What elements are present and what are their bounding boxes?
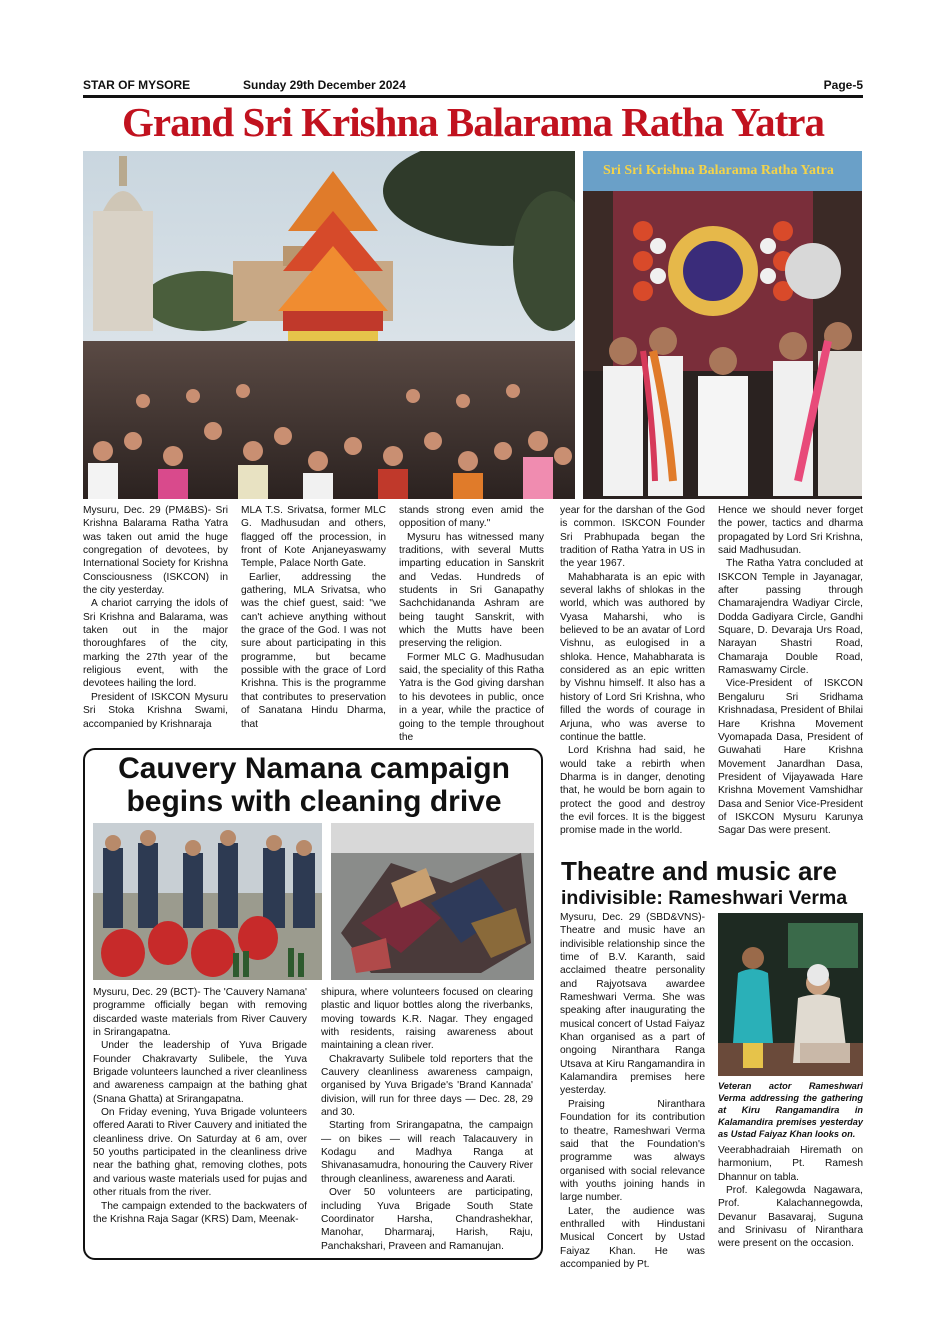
paragraph: President of ISKCON Mysuru Sri Stoka Krishna Swami, accompanied by Krishnaraja <box>83 691 228 730</box>
main-story-col-1 <box>83 504 228 731</box>
theatre-headline-line-2: indivisible: Rameshwari Verma <box>561 887 848 909</box>
theatre-col-2 <box>718 1144 863 1251</box>
paragraph: Prof. Kalegowda Nagawara, Prof. Kalachannegowda, Devanur Basavaraj, Suguna and Srinivasu of Niranthara were present on the occasion. <box>718 1185 863 1250</box>
masthead <box>83 78 863 94</box>
paragraph: Praising Niranthara Foundation for its contribution to theatre, Rameshwari Verma said that the Foundation's programme was always organised with social relevance with youths joining hands in large number. <box>560 1098 705 1204</box>
cauvery-headline-line-2: begins with cleaning drive <box>126 785 502 818</box>
paragraph: Under the leadership of Yuva Brigade Founder Chakravarty Sulibele, the Yuva Brigade volunteers launched a river cleanliness and awareness campaign at the bathing ghat (Snana Ghatta) at Srirangapatna. <box>93 1040 307 1105</box>
paragraph: Mysuru has witnessed many traditions, with several Mutts imparting education in Sanskrit and Vedas. Hundreds of students in Sri Ganapathy Sachchidananda Ashram are being taught Sanskrit, with which the Mutts have been preserving the religion. <box>399 531 544 650</box>
paper-name: STAR OF MYSORE <box>83 78 191 92</box>
main-story-col-5 <box>718 504 863 838</box>
issue-date: Sunday 29th December 2024 <box>243 78 406 92</box>
main-story-col-4 <box>560 504 705 838</box>
chariot-crowd-photo <box>83 151 575 499</box>
deity-chariot-photo <box>583 151 862 499</box>
cauvery-col-2 <box>321 986 533 1253</box>
paragraph: Mysuru, Dec. 29 (SBD&VNS)- Theatre and music have an indivisible relationship since the time of B.V. Karanth, said acclaimed theatre personality and Rajyotsava awardee Rameshwari Verma. She was speaking after inaugurating the musical concert of Ustad Faiyaz Khan organised as a part of ongoing Niranthara Ranga Utsava at Kiru Rangamandira in Kalamandira premises here yesterday. <box>560 912 705 1097</box>
paragraph: Chakravarty Sulibele told reporters that the Cauvery cleanliness awareness campaign, organised by Yuva Brigade's 'Brand Kannada' division, will run for three days — Dec. 28, 29 and 30. <box>321 1053 533 1119</box>
paragraph: The campaign extended to the backwaters of the Krishna Raja Sagar (KRS) Dam, Meenak- <box>93 1200 307 1225</box>
paragraph: MLA T.S. Srivatsa, former MLC G. Madhusudan and others, flagged off the procession, in front of Kote Anjaneyaswamy Temple, Palace North Gate. <box>241 505 386 570</box>
paragraph: Hence we should never forget the power, tactics and dharma propagated by Lord Sri Krishna, said Madhusudan. <box>718 505 863 557</box>
waste-pile-illustration <box>331 823 534 980</box>
paragraph: Vice-President of ISKCON Bengaluru Sri Sridhama Krishnadasa, President of Bhilai Hare Krishna Movement Vyomapada Dasa, President of Guwahati Hare Krishna Movement Janardhan Dasa, President of Vijayawada Hare Krishna Movement Vamshidhar Dasa and Senior Vice-President of ISKCON Mysuru Karunya Sagar Das were present. <box>718 678 863 837</box>
volunteers-photo <box>93 823 322 980</box>
paragraph: Mysuru, Dec. 29 (PM&BS)- Sri Krishna Balarama Ratha Yatra was taken out amid the huge congregation of devotees, by International Society for Krishna Consciousness (ISKCON) in the city yesterday. <box>83 505 228 597</box>
paragraph: Earlier, addressing the gathering, MLA Srivatsa, who was the chief guest, said: "we can't achieve anything without the grace of the God. I was not sure about participating in this programme, but became possible with the grace of Lord Krishna. This is the programme that contributes to preservation of Sanatana Hindu Dharma, that <box>241 571 386 730</box>
paragraph: Mysuru, Dec. 29 (BCT)- The 'Cauvery Namana' programme officially began with removing discarded waste materials from River Cauvery in Srirangapatna. <box>93 987 307 1039</box>
volunteers-bags-illustration <box>93 823 322 980</box>
paragraph: On Friday evening, Yuva Brigade volunteers offered Aarati to River Cauvery and initiated the cleanliness drive. On Saturday at 6 am, over 50 youths participated in the cleanliness drive near the bathing ghat, removing clothes, pots and various waste materials used for pujas and other rituals from the river. <box>93 1107 307 1199</box>
cauvery-headline-line-1: Cauvery Namana campaign <box>118 752 510 785</box>
paragraph: year for the darshan of the God is common. ISKCON Founder Sri Prabhupada began the tradition of Ratha Yatra in US in the year 1967. <box>560 505 705 570</box>
paragraph: Veerabhadraiah Hiremath on harmonium, Pt. Ramesh Dhannur on tabla. <box>718 1145 863 1183</box>
paragraph: Starting from Srirangapatna, the campaign — on bikes — will reach Talacauvery in Kodagu and Madhya Ranga at Shivanasamudra, honouring the Cauvery River through cleanliness, awareness and Aarati. <box>321 1120 533 1185</box>
cauvery-col-1 <box>93 986 307 1226</box>
cauvery-headline <box>90 752 538 818</box>
paragraph: Mahabharata is an epic with several lakhs of shlokas in the world, which was authored by Vyasa Maharshi, who is believed to be an avatar of Lord Vishnu, as eulogised in a shloka. Hence, Mahabharata is considered as an epic written by Vishnu himself. It also has a history of Lord Sri Krishna, who filled the words of courage in Arjuna, who was averse to continue the battle. <box>560 571 705 743</box>
paragraph: Later, the audience was enthralled with Hindustani Musical Concert by Ustad Faiyaz Khan. He was accompanied by Pt. <box>560 1205 705 1270</box>
main-story-col-2 <box>241 504 386 731</box>
paragraph: Lord Krishna had said, he would take a rebirth when Dharma is in danger, denoting that, he would be born again to protect the good and destroy the evil forces. It is the biggest promise made in the world. <box>560 745 705 837</box>
theatre-headline-line-1: Theatre and music are <box>561 856 837 886</box>
stage-speaker-illustration <box>718 913 863 1076</box>
page-number: Page-5 <box>823 78 863 92</box>
paragraph: Over 50 volunteers are participating, including Yuva Brigade South State Coordinator Harsha, Chandrashekhar, Manohar, Dharmaraj, Harish, Raju, Panchakshari, Praveen and Ramanujan. <box>321 1187 533 1252</box>
paragraph: A chariot carrying the idols of Sri Krishna and Balarama, was taken out in the major thoroughfares of the city, marking the 27th year of the religious event, with the devotees hailing the lord. <box>83 598 228 690</box>
paragraph: stands strong even amid the opposition of many." <box>399 505 544 530</box>
paragraph: Former MLC G. Madhusudan said, the speciality of this Ratha Yatra is the God giving darshan to his devotees in public, once in a year, while the practice of going to the temple throughout the <box>399 651 544 743</box>
main-headline: Grand Sri Krishna Balarama Ratha Yatra <box>122 99 824 145</box>
theatre-col-1 <box>560 911 705 1271</box>
chariot-crowd-illustration <box>83 151 575 499</box>
main-story-col-3 <box>399 504 544 744</box>
rameshwari-verma-photo <box>718 913 863 1076</box>
paragraph: shipura, where volunteers focused on clearing plastic and liquor bottles along the riverbanks, moving towards K.R. Nagar. They engaged with residents, raising awareness about maintaining a clean river. <box>321 987 533 1052</box>
photo-caption: Veteran actor Rameshwari Verma addressing the gathering at Kiru Rangamandira in Kalamandira premises yesterday as Ustad Faiyaz Khan looks on. <box>718 1081 863 1139</box>
paragraph: The Ratha Yatra concluded at ISKCON Temple in Jayanagar, after passing through Chamarajendra Wadiyar Circle, Dodda Gadiyara Circle, Gandhi Square, D. Devaraja Urs Road, Narayan Shastri Road, Chamaraja Double Road, Ramaswamy Circle. <box>718 558 863 677</box>
waste-clothes-photo <box>331 823 534 980</box>
deity-garland-illustration <box>583 151 862 499</box>
photo-banner-text: Sri Sri Krishna Balarama Ratha Yatra <box>603 163 834 178</box>
